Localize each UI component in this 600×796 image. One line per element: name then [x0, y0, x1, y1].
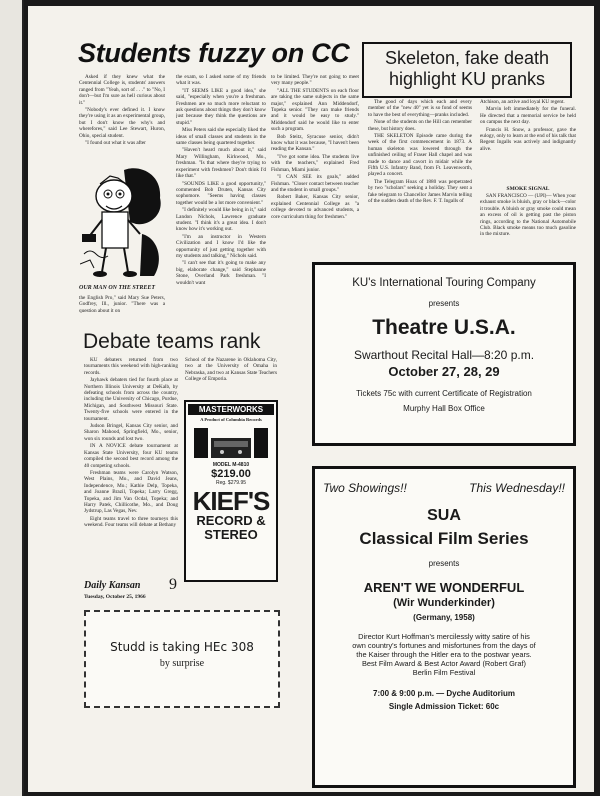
students-paragraph: "SOUNDS LIKE a good opportunity," commented Bob Druten, Kansas City sophomore. "Seems having classes together would be a lot more convenient.": [176, 180, 266, 206]
skeleton-paragraph: The Telegram Hoax of 1880 was perpetrated by two "scholars" seeking a holiday. They sent a fake telegram to Chancellor James Marvin telling of the sudden death of the Rev. F. T. Ingalls of: [368, 178, 472, 205]
masthead-date: Tuesday, October 25, 1966: [84, 594, 146, 600]
film-day: This Wednesday!!: [469, 481, 565, 495]
skeleton-paragraph: None of the students on the Hill can remember these, but history does.: [368, 119, 472, 132]
film-presents: presents: [428, 559, 460, 568]
film-title: AREN'T WE WONDERFUL: [363, 580, 525, 595]
masterworks-tagline: A Product of Columbia Records: [200, 417, 262, 422]
theatre-box-office: Murphy Hall Box Office: [403, 404, 485, 413]
debate-col2: [185, 357, 277, 397]
theatre-dates: October 27, 28, 29: [388, 364, 500, 379]
debate-paragraph: Eight teams travel to three tourneys this weekend. Four teams will debate at Bethany: [84, 515, 178, 529]
kiefs-store-name: KIEF'S: [192, 486, 270, 516]
film-ad: [312, 466, 576, 788]
kiefs-store-line3: STEREO: [204, 527, 258, 542]
film-ticket: Single Admission Ticket: 60c: [388, 702, 500, 711]
students-paragraph: "I CAN SEE its goals," added Fishman. "Closer contact between teacher and the student in small groups.": [271, 174, 359, 193]
students-paragraph: Robert Baker, Kansas City senior, explained Centennial College as "a college devoted to advanced students, a core curriculum thing for freshmen.": [271, 194, 359, 220]
theatre-presents: presents: [428, 299, 460, 308]
debate-paragraph: IN A NOVICE debate tournament at Kansas State University, four KU teams compiled the second best record among the 40 competing schools.: [84, 443, 178, 469]
masterworks-price: $219.00: [211, 468, 251, 480]
film-awards-1: Best Film Award & Best Actor Award (Robert Graf): [361, 659, 527, 668]
masterworks-ad: [184, 400, 278, 582]
masthead-paper-name: Daily Kansan: [84, 580, 141, 591]
skeleton-headline-line1: Skeleton, fake death: [384, 48, 550, 68]
masterworks-brand: MASTERWORKS: [188, 404, 274, 415]
cartoon-caption: OUR MAN ON THE STREET: [79, 285, 156, 291]
students-paragraph: "I definitely would like being in it," said Landon Nichols, Lawrence graduate student. "I think it's a great idea. I don't know how it's working out.: [176, 207, 266, 233]
skeleton-paragraph: Marvin left immediately for the funeral. He directed that a memorial service be held on campus the next day.: [480, 106, 576, 126]
students-paragraph: Bob Steitz, Syracuse senior, didn't know what it was because, "I haven't been reading the Kansan.": [271, 133, 359, 153]
debate-paragraph: Judson Bringel, Kansas City senior, and Sharon Mahood, Springfield, Mo., senior, won six rounds and lost two.: [84, 423, 178, 442]
debate-paragraph: School of the Nazarene in Oklahoma City, two at the University of Omaha in Nebraska, and two at Kansas State Teachers College of Emporia.: [185, 357, 277, 383]
smoke-signal-heading: SMOKE SIGNAL: [506, 186, 550, 192]
film-description-3: the Kaiser through the Hitler era to the postwar years.: [356, 650, 532, 659]
students-paragraph: "I've got some idea. The students live with the teachers," explained Fred Fishman, Miami junior.: [271, 153, 359, 173]
students-paragraph: the English Pro," said Mary Sue Peters, Godfrey, Ill., junior. "There was a question about it on: [79, 295, 165, 314]
skeleton-headline-box: [362, 42, 572, 98]
skeleton-paragraph: Francis H. Snow, a professor, gave the eulogy, only to learn at the end of his talk that Regent Ingalls was actively and indignantly alive.: [480, 126, 576, 152]
adjacent-page-edge: [0, 0, 24, 796]
film-description-2: own country's fortunes and misfortunes from the days of: [352, 641, 536, 650]
theatre-title: Theatre U.S.A.: [372, 316, 516, 339]
theatre-company: KU's International Touring Company: [352, 277, 536, 289]
film-showings-row: [315, 481, 573, 501]
students-paragraph: "Nobody's ever defined it. I know they're using it as an experimental group, but I don't know the why's and wherefores," said Lee Stewart, Huron, Ohio, special student.: [79, 107, 165, 139]
smoke-signal-text: [480, 193, 576, 253]
debate-paragraph: Jayhawk debaters tied for fourth place at Northern Illinois University at DeKalb, by defeating schools from across the country, including the University of Chicago, Purdue, Michigan, and Southwest Missouri State. Twenty-five schools were entered in the tournament.: [84, 377, 178, 422]
stereo-icon: [194, 426, 268, 460]
cartoon-illustration: [80, 164, 164, 282]
masterworks-reg-price: Reg. $279.95: [215, 480, 247, 486]
students-paragraph: "I found out what it was after: [85, 140, 146, 147]
film-description-1: Director Kurt Hoffman's mercilessly witty satire of his: [358, 632, 530, 641]
debate-paragraph: Freshman teams were Carolyn Watson, West Plains, Mo., and David Jeans, Independence, Mo.; Kathie Delp, Topeka, and Joanne Brazil, Topeka; Larry Gregg, Topeka, and Jim Van Ocdal, Topeka; and Harry Patek, Chillicothe, Mo., and Doug Jydstrup, Las Vegas, Nev.: [84, 469, 178, 515]
students-col2: [176, 74, 266, 324]
students-paragraph: to be limited. They're not going to meet very many people.": [271, 74, 359, 87]
theatre-ad: [312, 262, 576, 446]
kiefs-store-line2: RECORD &: [196, 513, 266, 528]
skeleton-paragraph: THE SKELETON Episode came during the week of the first commencement in 1873. A human skeleton was lowered through the unfinished ceiling of Fraser Hall chapel and was made to dance and cavort in midair while the Fifth U.S. Infantry Band, from Ft. Leavenworth, played a concert.: [368, 133, 472, 178]
stereo-illustration: [194, 426, 268, 460]
debate-headline: Debate teams rank: [83, 330, 261, 353]
studd-ad: [84, 610, 280, 708]
skeleton-col2: [480, 99, 576, 181]
film-org: SUA: [427, 507, 461, 524]
students-paragraph: "ALL THE STUDENTS on each floor are taking the same subjects in the same major," explained Ann Middendorf, Topeka senior. "They can make friends and it would be easy to study." Middendorf said he would like to enter such a program.: [271, 87, 359, 133]
students-paragraph: Miss Peters said she especially liked the ideas of small classes and students in the same classes being quartered together.: [176, 127, 266, 147]
masthead-page-number: 9: [169, 576, 177, 593]
students-paragraph: "Haven't heard much about it," said Mary Willingham, Kirkwood, Mo., freshman. "Is that where they're trying to experiment with freshmen? Don't think I'd like that.": [176, 147, 266, 180]
film-country-year: (Germany, 1958): [413, 613, 475, 622]
studd-ad-line1: Studd is taking HEc 308: [110, 640, 254, 654]
students-paragraph: "I'm an instructor in Western Civilization and I know I'd like the opportunity of just getting together with my students and talking," Nichols said.: [176, 233, 266, 259]
studd-ad-line2: by surprise: [159, 658, 205, 669]
students-col1-bottom: [79, 295, 165, 323]
theatre-venue: Swarthout Recital Hall—8:20 p.m.: [353, 348, 535, 362]
newspaper-page: [28, 6, 594, 792]
cartoon-image: [80, 164, 164, 282]
students-paragraph: "IT SEEMS LIKE a good idea," she said, "especially when you're a freshman. Freshmen are so much more reluctant to ask questions about things they don't know just because they think the questions are stupid.": [176, 87, 266, 126]
debate-paragraph: KU debaters returned from two tournaments this weekend with high-ranking records.: [84, 357, 178, 376]
smoke-signal-paragraph: SAN FRANCISCO — (UPI)— When your exhaust smoke is bluish, gray or black—color it trouble. A bluish or gray smoke could mean an excess of oil is getting past the piston rings, according to the National Automobile Club. Black smoke means too much gasoline in the mixture.: [480, 193, 576, 238]
masterworks-model: MODEL M-4810: [212, 462, 250, 468]
skeleton-col1: [368, 99, 472, 251]
students-paragraph: Asked if they knew what the Centennial College is, students' answers ranged from "Yeah, sort of . . ." to "No, I don't—but I'm sure as hell curious about it.": [79, 74, 165, 106]
students-paragraph: the exam, so I asked some of my friends what it was.: [176, 74, 266, 87]
skeleton-paragraph: Atchison, an active and loyal KU regent.: [480, 99, 565, 105]
students-col3: [271, 74, 359, 254]
film-awards-2: Berlin Film Festival: [412, 668, 476, 677]
students-headline: Students fuzzy on CC: [78, 38, 350, 68]
film-subtitle: (Wir Wunderkinder): [393, 597, 495, 609]
skeleton-paragraph: The good ol' days which each and every member of the "new 40" yet is so fond of seems to have the best of everything—pranks included.: [368, 99, 472, 118]
students-paragraph: "I can't see that it's going to make any big, elaborate change," said Stephanne Stone, Overland Park freshman. "I wouldn't want: [176, 260, 266, 286]
film-times: 7:00 & 9:00 p.m. — Dyche Auditorium: [373, 689, 515, 698]
students-col1-top: [79, 74, 165, 164]
debate-col1: [84, 357, 178, 575]
theatre-tickets: Tickets 75c with current Certificate of Registration: [356, 389, 532, 398]
film-series: Classical Film Series: [359, 529, 529, 548]
skeleton-headline-line2: highlight KU pranks: [388, 69, 546, 89]
film-showings: Two Showings!!: [323, 481, 407, 495]
